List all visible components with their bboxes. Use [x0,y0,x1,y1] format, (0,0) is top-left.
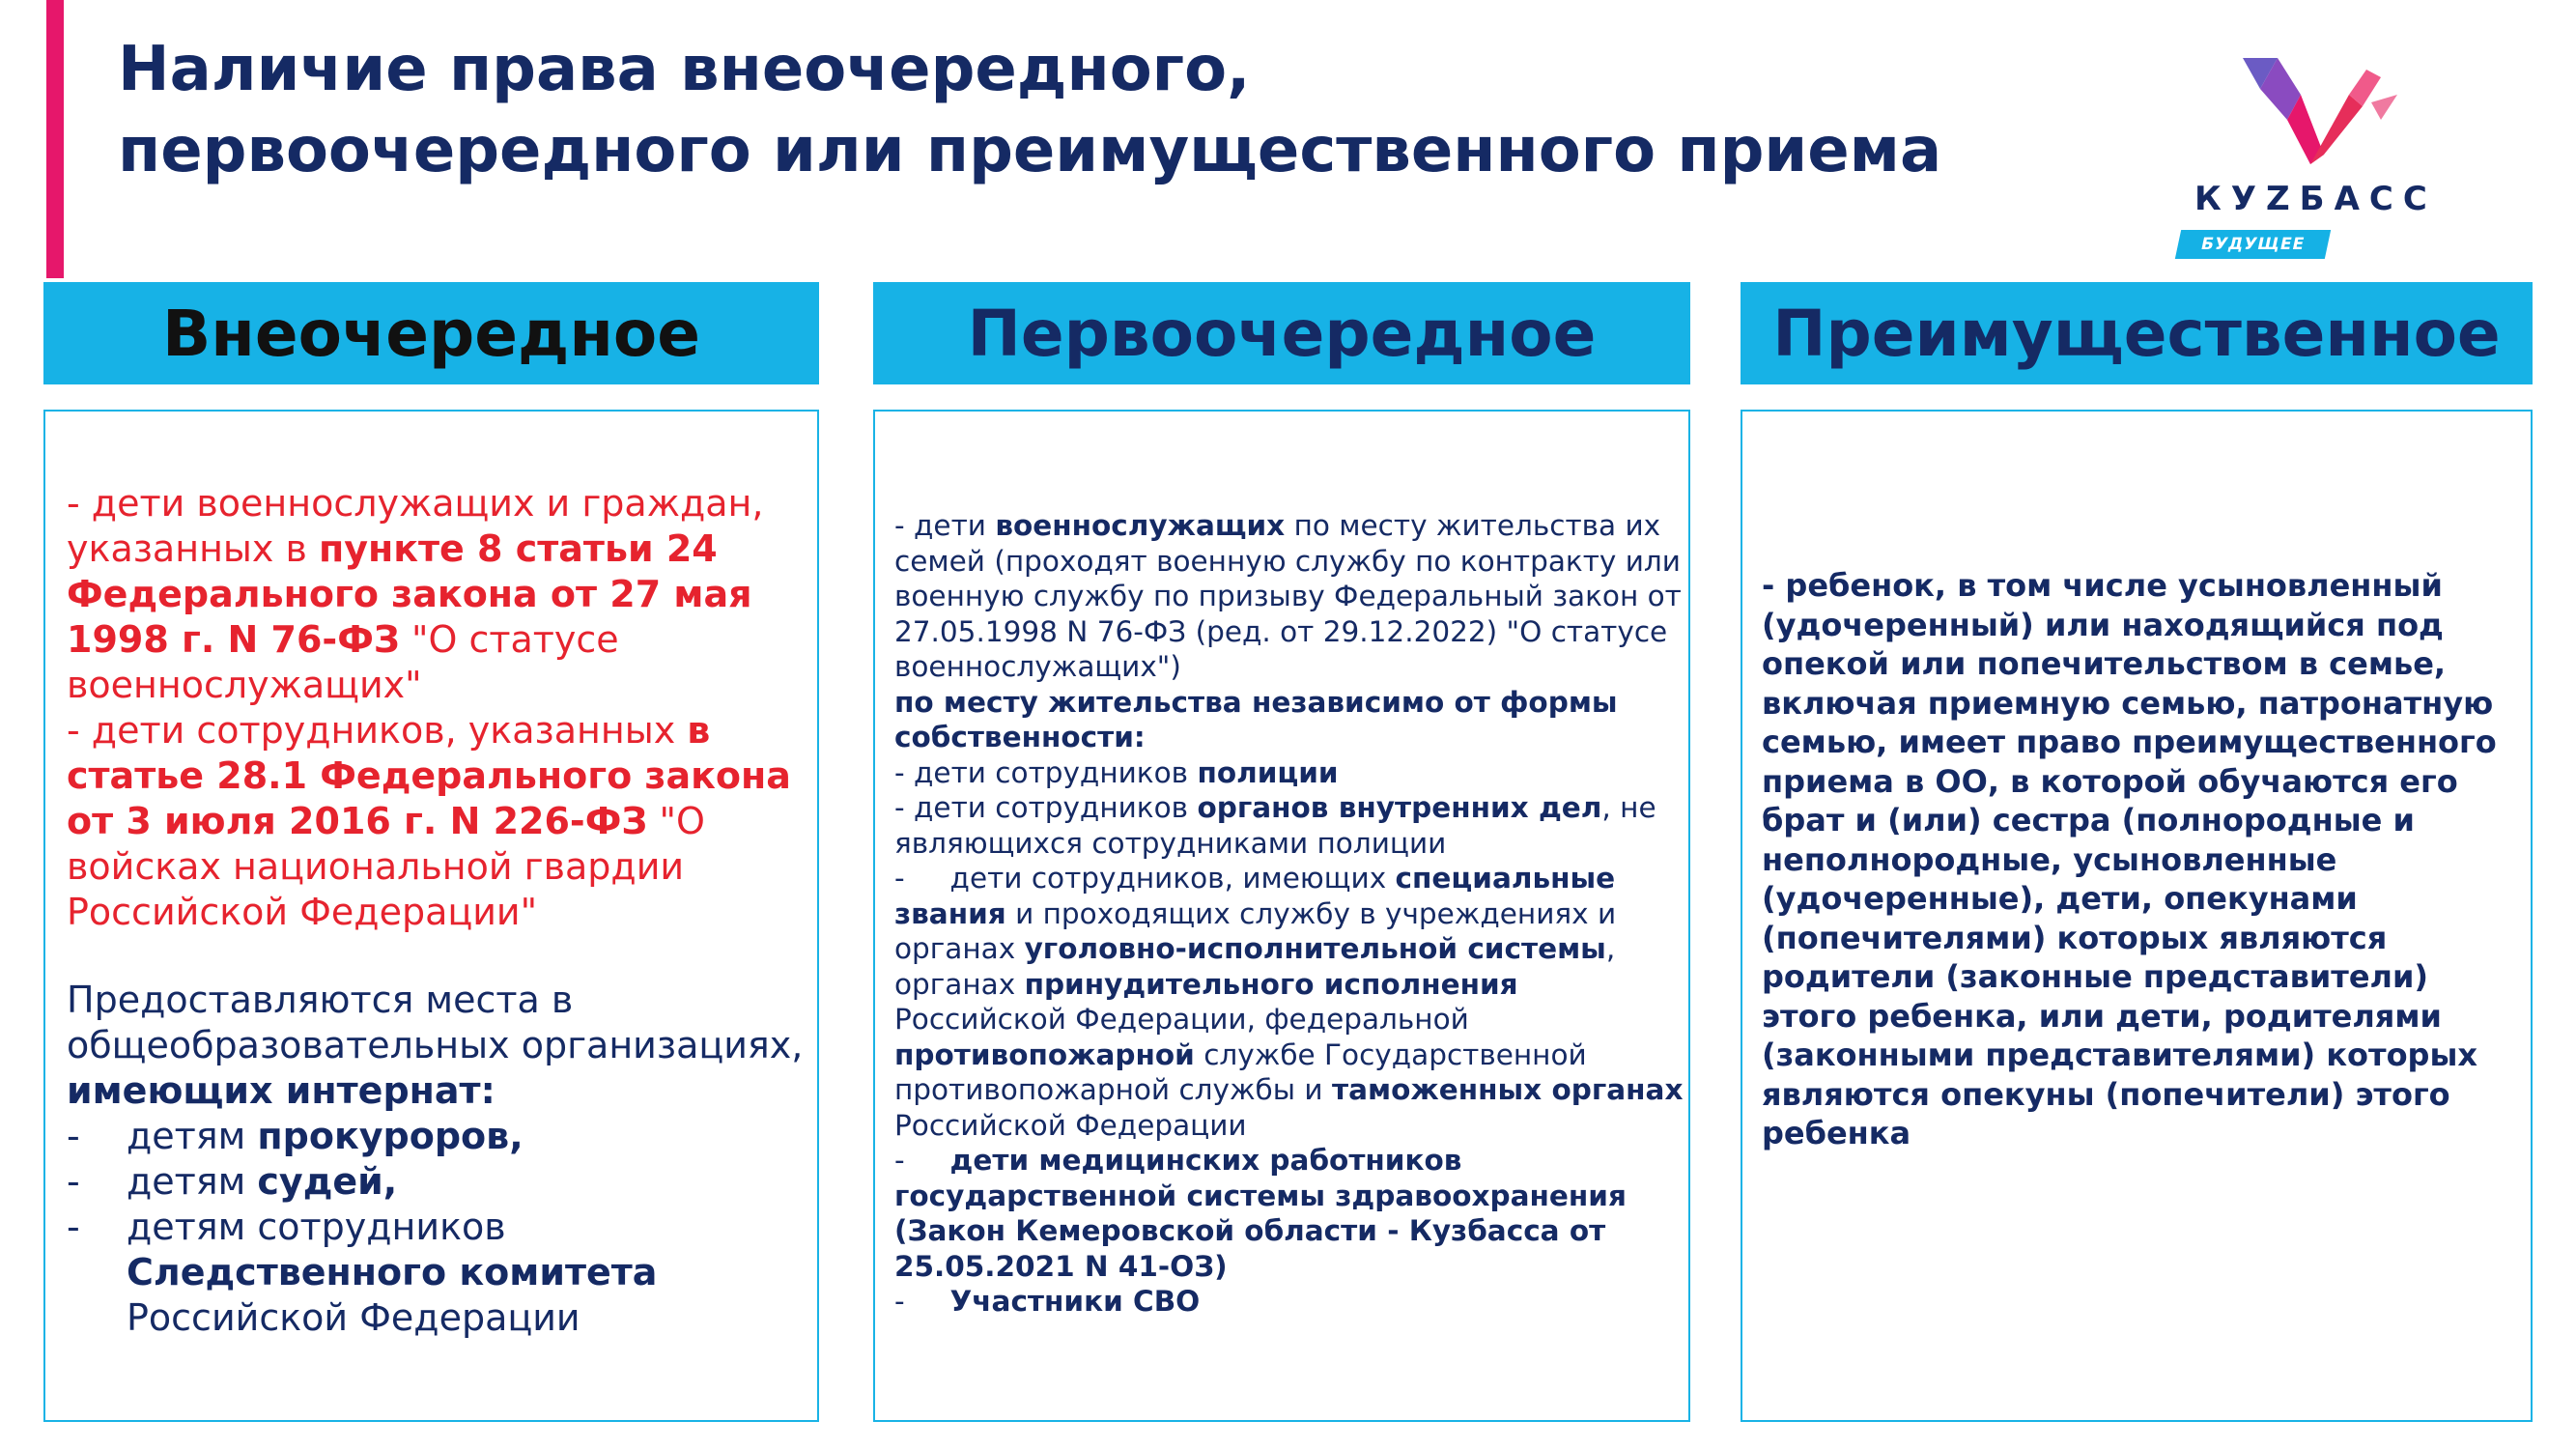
title-line-2: первоочередного или преимущественного приема [118,115,1942,186]
paragraph-military-children: - дети военнослужащих по месту жительства их семей (проходят военную службу по контракту или военную службу по призыву Федеральный закон от 27.05.1998 N 76-ФЗ (ред. от 29.12.2022) "О статусе военнослужащих") [894,509,1682,683]
paragraph-boarding: Предоставляются места в общеобразовательных организациях, имеющих интернат: [67,979,804,1112]
paragraph-military: - дети военнослужащих и граждан, указанных в пункте 8 статьи 24 Федерального закона от 27 мая 1998 г. N 76-ФЗ "О статусе военнослужащих" [67,482,764,706]
text-preimushchestvennoe: - ребенок, в том числе усыновленный (удочеренный) или находящийся под опекой или попечительством в семье, включая приемную семью, патронатную семью, имеет право преимущественного приема в ОО, в которой обучаются его брат и (или) сестра (полнородные и неполнородные, усыновленные (удочеренные), дети, опекунами (попечителями) которых являются родители (законные представители) этого ребенка, или дети, родителями (законными представителями) которых являются опекуны (попечители) этого ребенка [1762,567,2497,1151]
text-vneocherednoe [67,481,812,1341]
list-item: - детям судей, [67,1160,398,1203]
paragraph-svo: - Участники СВО [894,1285,1201,1318]
box-preimushchestvennoe [1741,410,2533,1422]
title-line-1: Наличие права внеочередного, [118,34,1251,105]
logo-mark-icon [2173,39,2492,184]
header-vneocherednoe: Внеочередное [43,282,819,384]
text-pervoocherednoe [894,508,1686,1320]
accent-bar [46,0,64,278]
paragraph-internal-affairs: - дети сотрудников органов внутренних дел, не являющихся сотрудниками полиции [894,791,1656,860]
page-title [118,29,1941,191]
logo-tagline-badge: БУДУЩЕЕ [2175,230,2331,259]
list-item: - детям прокуроров, [67,1115,524,1157]
paragraph-guard: - дети сотрудников, указанных в статье 28.1 Федерального закона от 3 июля 2016 г. N 226-ФЗ "О войсках национальной гвардии Российской Федерации" [67,709,791,933]
list-item: - детям сотрудников Следственного комитета Российской Федерации [67,1206,658,1339]
logo-name: КУZБАСС [2194,180,2437,218]
header-preimushchestvennoe: Преимущественное [1741,282,2533,384]
paragraph-special-ranks: - дети сотрудников, имеющих специальные звания и проходящих службу в учреждениях и органах уголовно-исполнительной системы, органах принудительного исполнения Российской Федерации, федеральной противопожарной службе Государственной противопожарной службы и таможенных органах Российской Федерации [894,862,1684,1142]
header-pervoocherednoe: Первоочередное [873,282,1690,384]
box-vneocherednoe [43,410,819,1422]
paragraph-police: - дети сотрудников полиции [894,755,1339,789]
box-pervoocherednoe [873,410,1690,1422]
spacer [67,935,812,978]
paragraph-residence: по месту жительства независимо от формы собственности: [894,685,1618,753]
paragraph-medical: - дети медицинских работников государственной системы здравоохранения (Закон Кемеровской области - Кузбасса от 25.05.2021 N 41-ОЗ) [894,1144,1627,1283]
